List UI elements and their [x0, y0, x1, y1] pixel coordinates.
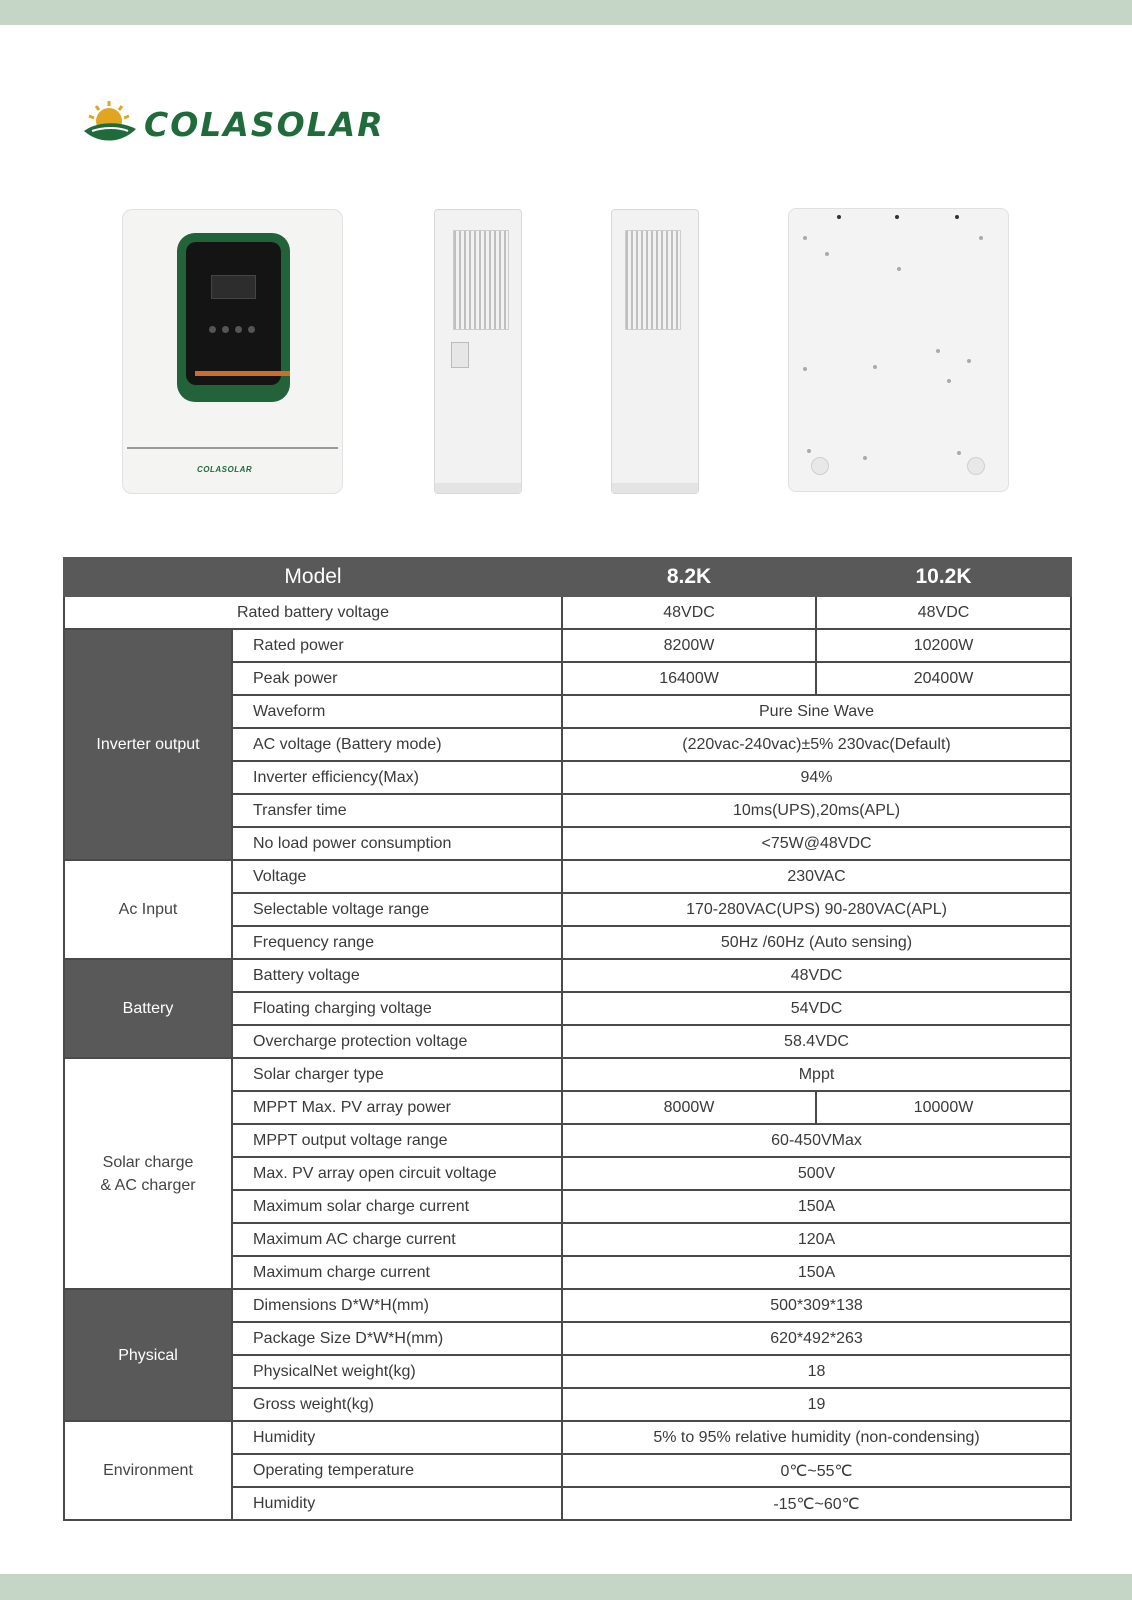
row-label: MPPT Max. PV array power: [232, 1091, 562, 1124]
spec-table: [63, 557, 1072, 1521]
cell-value: 48VDC: [562, 959, 1071, 992]
row-label: Voltage: [232, 860, 562, 893]
row-label: MPPT output voltage range: [232, 1124, 562, 1157]
cell-value: 150A: [562, 1256, 1071, 1289]
cell-value: 0℃~55℃: [562, 1454, 1071, 1487]
cell-value: 54VDC: [562, 992, 1071, 1025]
category-battery: Battery: [64, 959, 232, 1058]
row-label: Inverter efficiency(Max): [232, 761, 562, 794]
cell-value: Mppt: [562, 1058, 1071, 1091]
row-label: Package Size D*W*H(mm): [232, 1322, 562, 1355]
vent-grille: [453, 230, 509, 330]
cell-value: (220vac-240vac)±5% 230vac(Default): [562, 728, 1071, 761]
row-label: Selectable voltage range: [232, 893, 562, 926]
cell-value: <75W@48VDC: [562, 827, 1071, 860]
cell-value: 48VDC: [562, 596, 816, 629]
row-label: Frequency range: [232, 926, 562, 959]
row-label: Waveform: [232, 695, 562, 728]
row-label: Solar charger type: [232, 1058, 562, 1091]
mount-knob: [967, 457, 985, 475]
product-front-view: [122, 209, 343, 494]
row-label: Battery voltage: [232, 959, 562, 992]
bottom-band: [0, 1574, 1132, 1600]
product-left-side-view: [434, 209, 522, 494]
cell-value: 50Hz /60Hz (Auto sensing): [562, 926, 1071, 959]
cell-value: 18: [562, 1355, 1071, 1388]
cell-value: 58.4VDC: [562, 1025, 1071, 1058]
row-label: Overcharge protection voltage: [232, 1025, 562, 1058]
cell-value: 500*309*138: [562, 1289, 1071, 1322]
top-band: [0, 0, 1132, 25]
front-divider: [127, 447, 338, 449]
cell-value: 500V: [562, 1157, 1071, 1190]
cell-value: Pure Sine Wave: [562, 695, 1071, 728]
cell-value: 10200W: [816, 629, 1071, 662]
brand-logo: [82, 96, 385, 152]
row-label: Maximum solar charge current: [232, 1190, 562, 1223]
row-label: Humidity: [232, 1487, 562, 1520]
category-solar-charge: [64, 1058, 232, 1289]
category-line: Solar charge: [102, 1153, 194, 1171]
cell-value: 120A: [562, 1223, 1071, 1256]
cell-value: -15℃~60℃: [562, 1487, 1071, 1520]
vent-grille: [625, 230, 681, 330]
row-label: Max. PV array open circuit voltage: [232, 1157, 562, 1190]
panel-buttons: [209, 326, 255, 333]
cell-value: 8000W: [562, 1091, 816, 1124]
product-right-side-view: [611, 209, 699, 494]
row-label: Rated power: [232, 629, 562, 662]
cell-value: 48VDC: [816, 596, 1071, 629]
row-label: PhysicalNet weight(kg): [232, 1355, 562, 1388]
table-row: [64, 629, 1071, 662]
row-label: Floating charging voltage: [232, 992, 562, 1025]
product-back-view: [788, 208, 1009, 492]
row-label: No load power consumption: [232, 827, 562, 860]
table-row: [64, 1421, 1071, 1454]
cell-value: 5% to 95% relative humidity (non-condensing): [562, 1421, 1071, 1454]
category-inverter-output: Inverter output: [64, 629, 232, 860]
category-line: & AC charger: [100, 1176, 196, 1194]
brand-name: COLASOLAR: [144, 104, 385, 144]
category-environment: Environment: [64, 1421, 232, 1520]
row-label: Dimensions D*W*H(mm): [232, 1289, 562, 1322]
model-10-2k-header: 10.2K: [816, 558, 1071, 596]
lcd-screen: [211, 275, 256, 299]
table-header-row: [64, 558, 1071, 596]
table-row: [64, 860, 1071, 893]
row-label: Maximum charge current: [232, 1256, 562, 1289]
row-label: Transfer time: [232, 794, 562, 827]
cell-value: 60-450VMax: [562, 1124, 1071, 1157]
cell-value: 150A: [562, 1190, 1071, 1223]
cell-value: 8200W: [562, 629, 816, 662]
table-row: [64, 1058, 1071, 1091]
table-row: [64, 959, 1071, 992]
cell-value: 19: [562, 1388, 1071, 1421]
cell-value: 10ms(UPS),20ms(APL): [562, 794, 1071, 827]
table-row: [64, 1289, 1071, 1322]
model-header: Model: [64, 558, 562, 596]
cell-value: 94%: [562, 761, 1071, 794]
side-port: [451, 342, 469, 368]
model-8-2k-header: 8.2K: [562, 558, 816, 596]
row-label: Peak power: [232, 662, 562, 695]
category-ac-input: Ac Input: [64, 860, 232, 959]
control-panel: [177, 233, 290, 402]
row-label: Rated battery voltage: [64, 596, 562, 629]
row-label: Humidity: [232, 1421, 562, 1454]
cell-value: 620*492*263: [562, 1322, 1071, 1355]
row-label: AC voltage (Battery mode): [232, 728, 562, 761]
row-label: Maximum AC charge current: [232, 1223, 562, 1256]
mount-knob: [811, 457, 829, 475]
cell-value: 16400W: [562, 662, 816, 695]
cell-value: 170-280VAC(UPS) 90-280VAC(APL): [562, 893, 1071, 926]
row-label: Gross weight(kg): [232, 1388, 562, 1421]
front-logo: COLASOLAR: [197, 465, 253, 474]
cell-value: 230VAC: [562, 860, 1071, 893]
cell-value: 20400W: [816, 662, 1071, 695]
row-label: Operating temperature: [232, 1454, 562, 1487]
cell-value: 10000W: [816, 1091, 1071, 1124]
table-row: [64, 596, 1071, 629]
sun-leaf-icon: [82, 99, 138, 149]
status-strip: [195, 371, 290, 376]
category-physical: Physical: [64, 1289, 232, 1421]
